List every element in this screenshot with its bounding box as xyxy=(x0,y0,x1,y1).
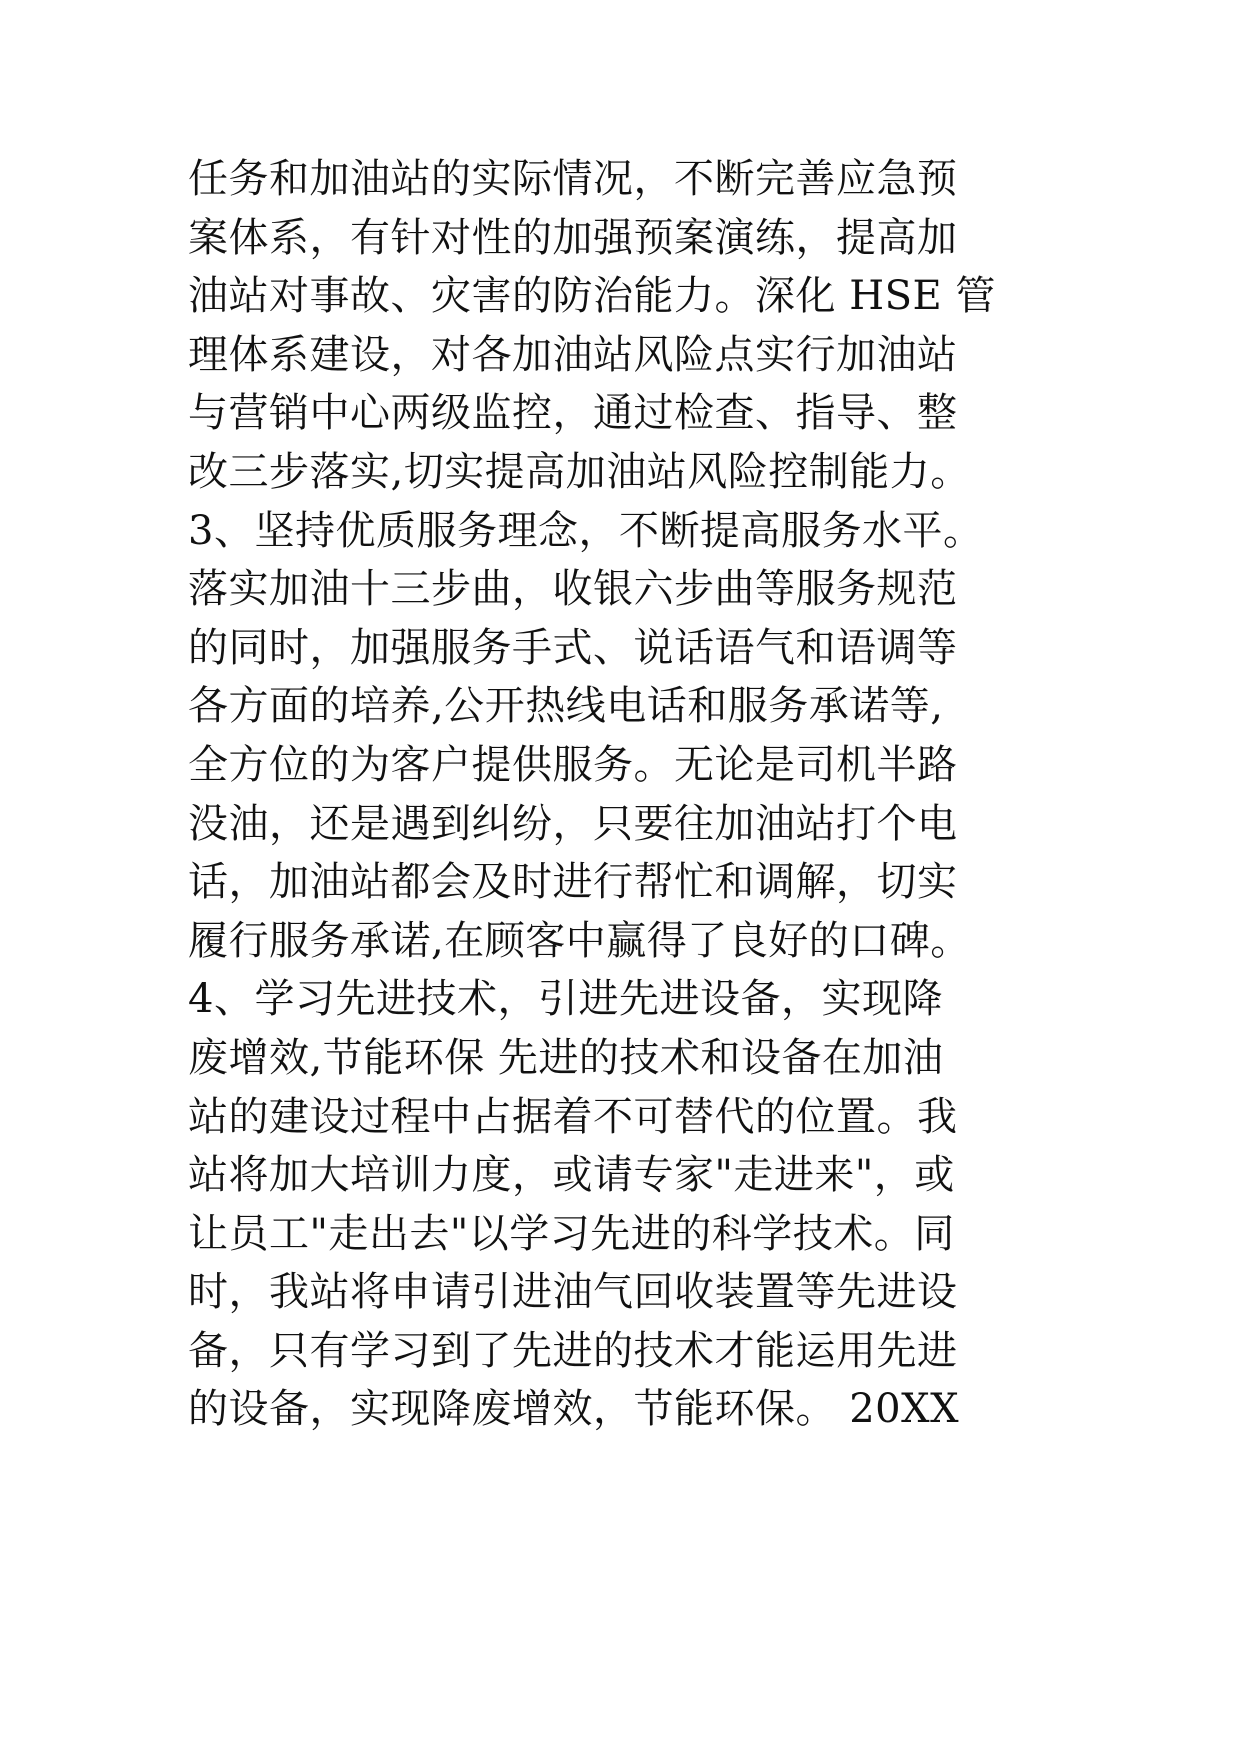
text-line: 油站对事故、灾害的防治能力。深化 HSE 管 xyxy=(188,273,996,320)
text-line: 与营销中心两级监控，通过检查、指导、整 xyxy=(188,390,958,437)
text-line: 时，我站将申请引进油气回收装置等先进设 xyxy=(188,1269,958,1316)
text-line: 理体系建设，对各加油站风险点实行加油站 xyxy=(188,331,958,378)
text-line: 案体系，有针对性的加强预案演练，提高加 xyxy=(188,214,958,261)
text-line: 话，加油站都会及时进行帮忙和调解，切实 xyxy=(188,859,958,906)
body-text xyxy=(188,150,1088,1439)
text-line: 站的建设过程中占据着不可替代的位置。我 xyxy=(188,1093,958,1140)
text-line: 履行服务承诺,在顾客中赢得了良好的口碑。 xyxy=(188,917,971,964)
text-line: 让员工"走出去"以学习先进的科学技术。同 xyxy=(188,1210,955,1257)
text-line: 站将加大培训力度，或请专家"走进来"，或 xyxy=(188,1152,955,1199)
text-line: 废增效,节能环保 先进的技术和设备在加油 xyxy=(188,1034,944,1081)
text-line: 落实加油十三步曲，收银六步曲等服务规范 xyxy=(188,566,958,613)
text-line: 备，只有学习到了先进的技术才能运用先进 xyxy=(188,1327,958,1374)
text-line: 没油，还是遇到纠纷，只要往加油站打个电 xyxy=(188,800,958,847)
text-line: 改三步落实,切实提高加油站风险控制能力。 xyxy=(188,448,971,495)
text-line: 的设备，实现降废增效，节能环保。 20XX xyxy=(188,1386,960,1433)
text-line: 全方位的为客户提供服务。无论是司机半路 xyxy=(188,741,958,788)
text-line: 任务和加油站的实际情况，不断完善应急预 xyxy=(188,156,958,202)
text-line: 的同时，加强服务手式、说话语气和语调等 xyxy=(188,624,958,671)
text-line: 3、坚持优质服务理念，不断提高服务水平。 xyxy=(188,507,984,554)
text-line: 各方面的培养,公开热线电话和服务承诺等, xyxy=(188,683,944,730)
text-line: 4、学习先进技术，引进先进设备，实现降 xyxy=(188,976,943,1023)
